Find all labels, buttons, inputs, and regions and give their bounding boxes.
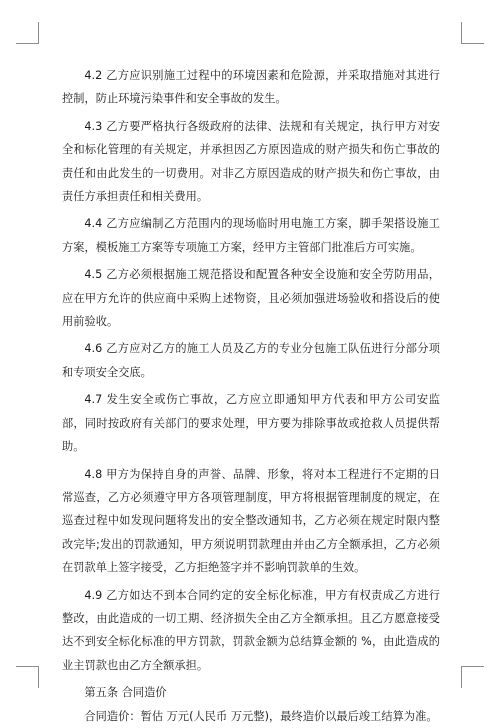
crop-mark-top-right-horizontal	[461, 43, 484, 44]
crop-mark-top-left-vertical	[38, 22, 39, 44]
crop-mark-top-left-horizontal	[16, 43, 39, 44]
crop-mark-bottom-left-vertical	[38, 666, 39, 688]
clause-4-5: 4.5 乙方必须根据施工规范搭设和配置各种安全设施和安全劳防用品，应在甲方允许的供应商中采购上述物资，且必须加强进场验收和搭设后的使用前验收。	[62, 268, 440, 329]
clause-4-4: 4.4 乙方应编制乙方范围内的现场临时用电施工方案，脚手架搭设施工方案，模板施工方案等专项施工方案，经甲方主管部门批准后方可实施。	[62, 217, 440, 254]
clause-4-3: 4.3 乙方要严格执行各级政府的法律、法规和有关规定，执行甲方对安全和标化管理的有关规定，并承担因乙方原因造成的财产损失和伤亡事故的责任和由此发生的一切费用。对非乙方原因造成的财产损失和伤亡事故，由责任方承担责任和相关费用。	[62, 119, 440, 204]
crop-mark-bottom-right-vertical	[461, 666, 462, 688]
document-body	[62, 64, 440, 728]
clause-4-8: 4.8 甲方为保持自身的声誉、品牌、形象，将对本工程进行不定期的日常巡查，乙方必须遵守甲方各项管理制度，甲方将根据管理制度的规定，在巡查过程中如发现问题将发出的安全整改通知书，乙方必须在规定时限内整改完毕;发出的罚款通知，甲方须说明罚款理由并由乙方全额承担，乙方必须在罚款单上签字接受，乙方拒绝签字并不影响罚款单的生效。	[62, 467, 440, 575]
crop-mark-top-right-vertical	[461, 22, 462, 44]
clause-4-7: 4.7 发生安全或伤亡事故，乙方应立即通知甲方代表和甲方公司安监部，同时按政府有关部门的要求处理，甲方要为排除事故或抢救人员提供帮助。	[62, 393, 440, 454]
contract-price-line: 合同造价：暂估 万元(人民币 万元整)，最终造价以最后竣工结算为准。	[84, 709, 438, 723]
crop-mark-bottom-left-horizontal	[16, 666, 39, 667]
section-heading-article-5: 第五条 合同造价	[84, 686, 167, 700]
clause-4-6: 4.6 乙方应对乙方的施工人员及乙方的专业分包施工队伍进行分部分项和专项安全交底。	[62, 342, 440, 379]
crop-mark-bottom-right-horizontal	[461, 666, 484, 667]
clause-4-2: 4.2 乙方应识别施工过程中的环境因素和危险源，并采取措施对其进行控制，防止环境污染事件和安全事故的发生。	[62, 69, 440, 106]
clause-4-9: 4.9 乙方如达不到本合同约定的安全标化标准，甲方有权责成乙方进行整改，由此造成的一切工期、经济损失全由乙方全额承担。且乙方愿意接受达不到安全标化标准的甲方罚款，罚款金额为总结算金额的 %，由此造成的业主罚款也由乙方全额承担。	[62, 588, 440, 672]
